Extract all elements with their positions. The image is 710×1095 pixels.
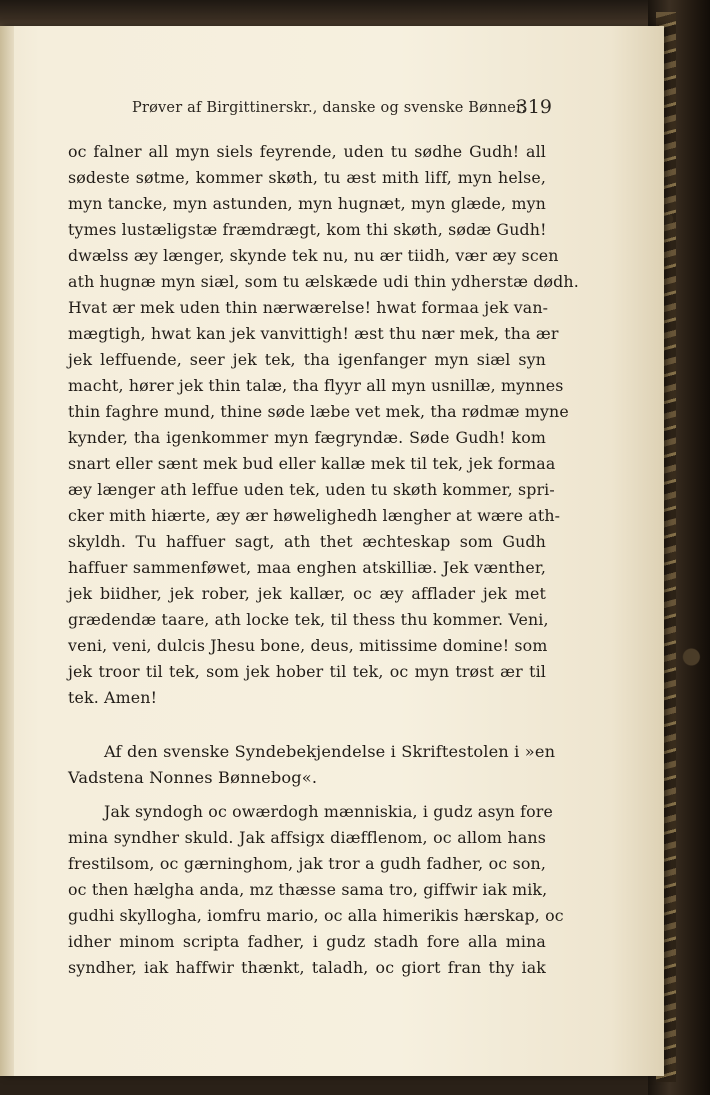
text-line: æy længer ath leffue uden tek, uden tu skøth kommer, spri-: [68, 480, 555, 499]
text-line: syndher, iak haffwir thænkt, taladh, oc giort fran thy iak: [68, 958, 546, 977]
text-line: oc falner all myn siels feyrende, uden tu sødhe Gudh! all: [68, 142, 546, 161]
text-line: cker mith hiærte, æy ær høwelighedh længher at wære ath-: [68, 506, 561, 525]
text-line: frestilsom, oc gærninghom, jak tror a gudh fadher, oc son,: [68, 854, 546, 873]
text-line: thin faghre mund, thine søde læbe vet mek, tha rødmæ myne: [68, 402, 569, 421]
text-line: ath hugnæ myn siæl, som tu ælskæde udi thin ydherstæ dødh.: [68, 272, 579, 291]
text-line: jek biidher, jek rober, jek kallær, oc æy afflader jek met: [68, 584, 546, 603]
text-line: tek. Amen!: [68, 688, 158, 707]
running-title: Prøver af Birgittinerskr., danske og svenske Bønner.: [132, 100, 527, 116]
text-line: myn tancke, myn astunden, myn hugnæt, myn glæde, myn: [68, 194, 546, 213]
text-line: mina syndher skuld. Jak affsigx diæfflenom, oc allom hans: [68, 828, 546, 847]
text-line: dwælss æy længer, skynde tek nu, nu ær tiidh, vær æy scen: [68, 246, 559, 265]
text-line: sødeste søtme, kommer skøth, tu æst mith liff, myn helse,: [68, 168, 546, 187]
text-line: gudhi skyllogha, iomfru mario, oc alla himerikis hærskap, oc: [68, 906, 564, 925]
book-page: [0, 26, 664, 1076]
page-gutter: [0, 26, 14, 1076]
text-line: jek leffuende, seer jek tek, tha igenfanger myn siæl syn: [68, 350, 546, 369]
text-line: tymes lustæligstæ fræmdrægt, kom thi skøth, sødæ Gudh!: [68, 220, 547, 239]
page-header: [132, 96, 552, 122]
text-line: skyldh. Tu haffuer sagt, ath thet æchteskap som Gudh: [68, 532, 546, 551]
heading-line: Vadstena Nonnes Bønnebog«.: [68, 768, 318, 787]
text-line: Jak syndogh oc owærdogh mænniskia, i gudz asyn fore: [104, 802, 554, 821]
text-line: jek troor til tek, som jek hober til tek, oc myn trøst ær til: [68, 662, 546, 681]
heading-line: Af den svenske Syndebekjendelse i Skriftestolen i »en: [104, 742, 556, 761]
text-line: idher minom scripta fadher, i gudz stadh fore alla mina: [68, 932, 546, 951]
text-line: kynder, tha igenkommer myn fægryndæ. Søde Gudh! kom: [68, 428, 546, 447]
text-line: macht, hører jek thin talæ, tha flyyr all myn usnillæ, mynnes: [68, 376, 564, 395]
text-line: haffuer sammenføwet, maa enghen atskilliæ. Jek vænther,: [68, 558, 546, 577]
page-number: 319: [515, 96, 552, 118]
text-line: veni, veni, dulcis Jhesu bone, deus, mitissime domine! som: [68, 636, 548, 655]
text-line: grædendæ taare, ath locke tek, til thess thu kommer. Veni,: [68, 610, 549, 629]
text-line: snart eller sænt mek bud eller kallæ mek til tek, jek formaa: [68, 454, 556, 473]
text-line: mægtigh, hwat kan jek vanvittigh! æst thu nær mek, tha ær: [68, 324, 559, 343]
text-line: Hvat ær mek uden thin nærwærelse! hwat formaa jek van-: [68, 298, 549, 317]
text-line: oc then hælgha anda, mz thæsse sama tro, giffwir iak mik,: [68, 880, 548, 899]
